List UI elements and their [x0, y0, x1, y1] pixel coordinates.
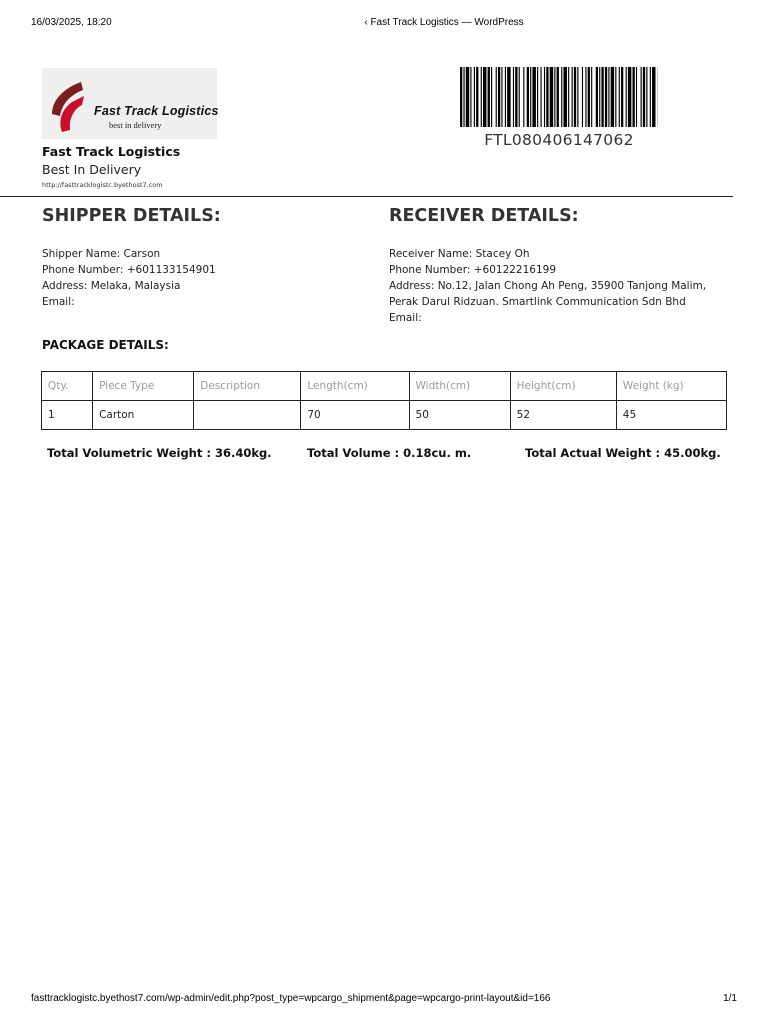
- column-header-width: Width(cm): [409, 372, 510, 401]
- cell-height: 52: [510, 401, 616, 430]
- receiver-name: Receiver Name: Stacey Oh: [389, 248, 530, 260]
- company-tagline: Best In Delivery: [42, 162, 142, 177]
- header-divider: [0, 196, 733, 197]
- column-header-description: Description: [194, 372, 301, 401]
- package-details-title: PACKAGE DETAILS:: [42, 338, 169, 352]
- column-header-length: Length(cm): [301, 372, 409, 401]
- cell-qty: 1: [42, 401, 93, 430]
- print-url: fasttracklogistc.byethost7.com/wp-admin/edit.php?post_type=wpcargo_shipment&page=wpcargo-print-layout&id=166: [31, 993, 551, 1004]
- package-table-header: [42, 372, 727, 401]
- cell-length: 70: [301, 401, 409, 430]
- receiver-details-title: RECEIVER DETAILS:: [389, 206, 579, 226]
- shipper-details: [42, 246, 362, 310]
- column-header-piece-type: Piece Type: [93, 372, 194, 401]
- shipper-name: Shipper Name: Carson: [42, 248, 161, 260]
- shipper-details-title: SHIPPER DETAILS:: [42, 206, 221, 226]
- receiver-address: Address: No.12, Jalan Chong Ah Peng, 35900 Tanjong Malim, Perak Darul Ridzuan. Smartlink Communication Sdn Bhd: [389, 280, 707, 308]
- company-name: Fast Track Logistics: [42, 144, 181, 159]
- total-volume: Total Volume : 0.18cu. m.: [307, 446, 472, 460]
- cell-description: [194, 401, 301, 430]
- company-url[interactable]: http://fasttracklogistc.byethost7.com: [42, 181, 163, 189]
- cell-weight: 45: [616, 401, 726, 430]
- package-table: [41, 371, 727, 430]
- barcode-image: [460, 67, 658, 127]
- logo-tagline: best in delivery: [109, 120, 162, 130]
- company-logo: [42, 68, 217, 139]
- table-row: [42, 401, 727, 430]
- print-page-count: 1/1: [723, 993, 737, 1004]
- cell-piece-type: Carton: [93, 401, 194, 430]
- logo-swoosh-icon: [48, 74, 88, 134]
- total-actual-weight: Total Actual Weight : 45.00kg.: [525, 446, 721, 460]
- shipper-address: Address: Melaka, Malaysia: [42, 280, 181, 292]
- receiver-phone: Phone Number: +60122216199: [389, 264, 557, 276]
- print-page-title: ‹ Fast Track Logistics — WordPress: [364, 17, 524, 28]
- column-header-qty: Qty.: [42, 372, 93, 401]
- tracking-number: FTL080406147062: [484, 131, 634, 149]
- shipper-phone: Phone Number: +601133154901: [42, 264, 216, 276]
- column-header-height: Height(cm): [510, 372, 616, 401]
- logo-name: Fast Track Logistics: [94, 104, 219, 118]
- cell-width: 50: [409, 401, 510, 430]
- receiver-email: Email:: [389, 312, 422, 324]
- total-volumetric-weight: Total Volumetric Weight : 36.40kg.: [47, 446, 272, 460]
- shipper-email: Email:: [42, 296, 75, 308]
- receiver-details: [389, 246, 719, 326]
- column-header-weight: Weight (kg): [616, 372, 726, 401]
- print-datetime: 16/03/2025, 18:20: [31, 17, 112, 28]
